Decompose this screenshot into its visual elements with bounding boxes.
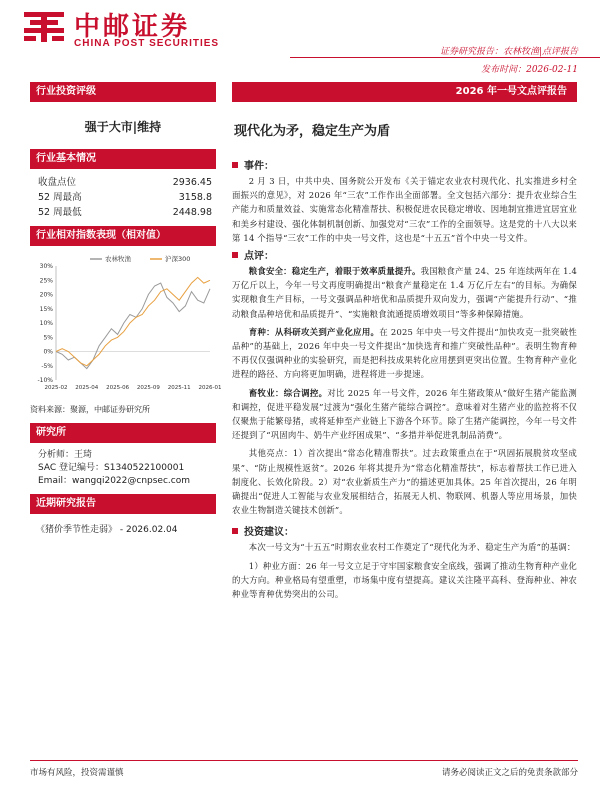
main-content [232,82,577,601]
paragraph-lead: 粮食安全：稳定生产，着眼于效率质量提升。 [248,266,421,277]
sidebar [30,82,222,535]
y-tick-label: 15% [39,305,53,313]
y-tick-label: 5% [43,334,53,342]
basics-row [30,175,216,190]
paragraph-breeding [232,325,577,382]
basics-table [30,175,216,220]
legend-label: 农林牧渔 [105,255,131,263]
china-post-logo-icon [22,8,66,44]
x-tick-label: 2025-09 [136,385,160,391]
paragraph-highlights: 其他亮点：1）首次提出“常态化精准帮扶”。过去政策重点在于“巩固拓展脱贫攻坚成果”、“防止规模性返贫”。2026 年将其提升为“常态化精准帮扶”，标志着帮扶工作已进入制度化、长效化阶段。2）对“农业新质生产力”的描述更加具体。25 年首次提出，26 年明确提出“促进人工智能与农业发展相结合，拓展无人机、物联网、机器人等应用场景，加快农业生物制造关键技术创新”。 [232,448,577,516]
chart-title: 行业相对指数表现（相对值） [30,226,216,246]
analyst-title: 研究所 [30,423,216,443]
basics-value: 2936.45 [172,177,212,188]
paragraph-body: 在 2025 年中央一号文件提出“加快攻克一批突破性品种”的基础上，2026 年中央一号文件提出“加快选育和推广突破性品种”。表明生物育种不再仅仅强调种业的实验研究，而是把科技成果转化应用摆到更突出位置。生物育种产业化进程的路径、方向将更加明确，进程将进一步提速。 [232,326,578,380]
recent-title: 近期研究报告 [30,494,216,514]
footer-disclaimer: 请务必阅读正文之后的免责条款部分 [441,768,578,778]
section-advice [232,523,577,538]
analyst-email[interactable]: Email：wangqi2022@cnpsec.com [38,476,191,486]
paragraph-body: 我国粮食产量 24、25 年连续两年在 1.4 万亿斤以上，今年一号文再度明确提出“粮食产量稳定在 1.4 万亿斤左右”的目标。为确保实现粮食生产目标，一号文强调品种培优和品质提升双向发力，强调“产能提升行动”、“推动粮食品种培优和品质提升”、“实施粮食流通提质增效项目”等多种保障措施。 [232,266,577,319]
section-event [232,157,577,172]
paragraph-advice-intro: 本次一号文为“十五五”时期农业农村工作奠定了“现代化为矛、稳定生产为盾”的基调： [248,542,576,553]
paragraph-grain [232,264,577,321]
basics-value: 2448.98 [172,207,212,218]
y-tick-label: 25% [39,277,53,285]
y-tick-label: -10% [37,377,53,384]
x-tick-label: 2025-02 [44,385,68,391]
relative-index-chart-svg [30,250,222,400]
paragraph-lead: 育种：从科研攻关到产业化应用。 [248,326,380,337]
section-heading: 投资建议： [244,527,294,539]
paragraph-body: 对比 2025 年一号文件，2026 年生猪政策从“做好生猪产能监测和调控，促进平稳发展”过渡为“强化生猪产能综合调控”。意味着对生猪产业的监控将不仅仅聚焦于能繁母猪，或将延伸至产业链上下游各个环节。除了生猪产能调控，今年一号文件还提到了“巩固肉牛、奶牛产业纾困成果”、“多措并举促进乳制品消费”。 [232,387,577,441]
report-header [0,0,600,60]
y-tick-label: -5% [41,362,53,370]
basics-row [30,190,216,205]
brand-name-cn: 中邮证券 [74,12,191,42]
analyst-info [30,443,216,494]
y-tick-label: 20% [39,291,53,299]
industry-rating: 强于大市|维持 [84,120,162,134]
analyst-name: 分析师：王琦 [38,450,93,460]
basics-label: 52 周最高 [38,192,82,203]
x-tick-label: 2025-06 [106,385,130,391]
bullet-icon [232,252,238,258]
footer-risk-note: 市场有风险，投资需谨慎 [30,768,124,778]
analyst-sac: SAC 登记编号：S1340522100001 [38,463,185,473]
paragraph-advice-seed: 1）种业方面：26 年一号文立足于守牢国家粮食安全底线，强调了推动生物育种产业化的大方向。种业格局有望重塑，市场集中度有望提高。建议关注隆平高科、登海种业、神农种业等育种优势突出的公司。 [232,560,577,600]
publish-date: 发布时间：2026-02-11 [481,65,578,75]
section-heading: 事件： [244,161,274,172]
y-tick-label: 0% [43,348,53,356]
paragraph-lead: 畜牧业：综合调控。 [248,387,328,398]
x-tick-label: 2025-11 [167,385,191,391]
basics-label: 收盘点位 [38,177,77,188]
basics-row [30,205,216,220]
report-type: 证券研究报告：农林牧渔|点评报告 [439,47,578,57]
header-divider [290,57,600,58]
x-tick-label: 2025-04 [75,385,99,391]
relative-index-chart [30,250,222,400]
paragraph-event: 2 月 3 日，中共中央、国务院公开发布《关于锚定农业农村现代化、扎实推进乡村全面振兴的意见》，对 2026 年“三农”工作作出全面部署。全文包括六部分：提升农业综合生产能力和质量效益、实施常态化精准帮扶、积极促进农民稳定增收、因地制宜推进宜居宜业和美乡村建设、强化体制机制创新、加强党对“三农”工作的全面领导。这是党的十八大以来第 14 个指导“三农”工作的中央一号文件，这也是“十五五”首个中央一号文件。 [232,176,577,243]
recent-report-link[interactable]: 《猪价季节性走弱》 - 2026.02.04 [36,525,178,535]
footer-divider [30,760,578,761]
rating-title: 行业投资评级 [30,82,216,102]
bullet-icon [232,162,238,168]
legend-label: 沪深300 [165,255,191,263]
bullet-icon [232,528,238,534]
paragraph-livestock [232,386,577,443]
x-tick-label: 2026-01 [198,385,222,391]
series-line-0 [56,283,210,369]
y-tick-label: 30% [39,263,53,270]
y-tick-label: 10% [39,320,53,327]
section-comment [232,247,577,262]
report-bar-title: 2026 年一号文点评报告 [232,82,577,102]
report-title: 现代化为矛，稳定生产为盾 [234,124,391,139]
series-line-1 [56,277,210,365]
chart-source: 资料来源：聚源，中邮证券研究所 [30,405,150,414]
basics-value: 3158.8 [178,192,212,203]
basics-title: 行业基本情况 [30,149,216,169]
basics-label: 52 周最低 [38,207,82,218]
section-heading: 点评： [244,251,274,263]
brand-name-en: CHINA POST SECURITIES [74,38,220,49]
